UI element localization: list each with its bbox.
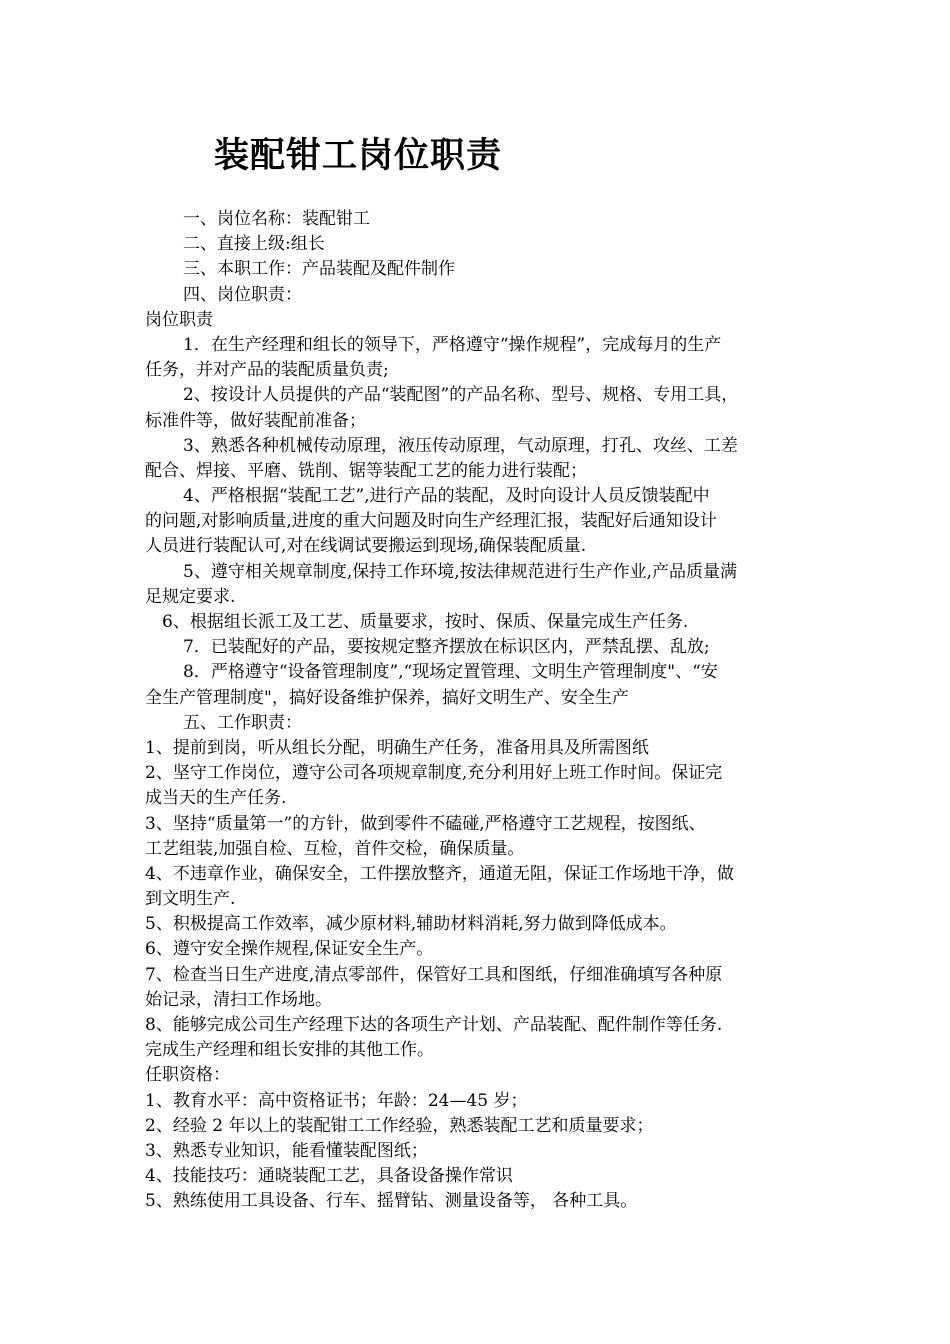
text-line: 全生产管理制度"，搞好设备维护保养，搞好文明生产、安全生产 bbox=[145, 687, 629, 708]
text-line: 任职资格： bbox=[145, 1065, 230, 1086]
text-line: 完成生产经理和组长安排的其他工作。 bbox=[145, 1040, 434, 1061]
text-line: 配合、焊接、平磨、铣削、锯等装配工艺的能力进行装配； bbox=[145, 460, 587, 481]
text-line: 二、直接上级:组长 bbox=[183, 234, 325, 255]
text-line: 5、熟练使用工具设备、行车、摇臂钻、测量设备等， 各种工具。 bbox=[145, 1191, 638, 1212]
text-line: 任务，并对产品的装配质量负责; bbox=[145, 360, 389, 381]
text-line: 3、熟悉专业知识，能看懂装配图纸； bbox=[145, 1140, 428, 1161]
text-line: 1、提前到岗，听从组长分配，明确生产任务，准备用具及所需图纸 bbox=[145, 737, 649, 758]
text-line: 2、按设计人员提供的产品“装配图”的产品名称、型号、规格、专用工具， bbox=[183, 385, 739, 406]
text-line: 工艺组装,加强自检、互检，首件交检，确保质量。 bbox=[145, 838, 525, 859]
text-line: 四、岗位职责： bbox=[183, 284, 302, 305]
text-line: 到文明生产. bbox=[145, 889, 236, 910]
text-line: 2、坚守工作岗位，遵守公司各项规章制度,充分利用好上班工作时间。保证完 bbox=[145, 763, 723, 784]
text-line: 2、经验 2 年以上的装配钳工工作经验，熟悉装配工艺和质量要求； bbox=[145, 1115, 654, 1136]
text-line: 人员进行装配认可,对在线调试要搬运到现场,确保装配质量. bbox=[145, 536, 587, 557]
text-line: 7．已装配好的产品，要按规定整齐摆放在标识区内，严禁乱摆、乱放; bbox=[183, 637, 710, 658]
text-line: 6、遵守安全操作规程,保证安全生产。 bbox=[145, 939, 434, 960]
text-line: 5、遵守相关规章制度,保持工作环境,按法律规范进行生产作业,产品质量满 bbox=[183, 561, 738, 582]
text-line: 足规定要求. bbox=[145, 586, 236, 607]
text-line: 4、严格根据“装配工艺”,进行产品的装配，及时向设计人员反馈装配中 bbox=[183, 486, 710, 507]
text-line: 岗位职责 bbox=[145, 309, 213, 330]
text-line: 5、积极提高工作效率，减少原材料,辅助材料消耗,努力做到降低成本。 bbox=[145, 914, 677, 935]
document-body bbox=[145, 207, 825, 1215]
text-line: 3、坚持“质量第一”的方针，做到零件不磕碰,严格遵守工艺规程，按图纸、 bbox=[145, 813, 706, 834]
text-line: 成当天的生产任务. bbox=[145, 788, 287, 809]
text-line: 标准件等，做好装配前准备； bbox=[145, 410, 366, 431]
text-line: 6、根据组长派工及工艺、质量要求，按时、保质、保量完成生产任务. bbox=[162, 612, 689, 632]
text-line: 五、工作职责： bbox=[183, 712, 302, 733]
text-line: 一、岗位名称：装配钳工 bbox=[183, 209, 370, 229]
text-line: 的问题,对影响质量,进度的重大问题及时向生产经理汇报，装配好后通知设计 bbox=[145, 511, 717, 532]
text-line: 1、教育水平：高中资格证书；年龄：24—45 岁； bbox=[145, 1090, 528, 1111]
text-line: 3、熟悉各种机械传动原理，液压传动原理，气动原理，打孔、攻丝、工差 bbox=[183, 435, 738, 456]
document-title: 装配钳工岗位职责 bbox=[214, 136, 503, 176]
text-line: 4、技能技巧：通晓装配工艺，具备设备操作常识 bbox=[145, 1166, 513, 1187]
text-line: 1．在生产经理和组长的领导下，严格遵守“操作规程”，完成每月的生产 bbox=[183, 334, 722, 355]
text-line: 始记录，清扫工作场地。 bbox=[145, 989, 332, 1010]
text-line: 8、能够完成公司生产经理下达的各项生产计划、产品装配、配件制作等任务. bbox=[145, 1015, 723, 1035]
text-line: 4、不违章作业，确保安全，工件摆放整齐，通道无阻，保证工作场地干净，做 bbox=[145, 863, 734, 884]
text-line: 7、检查当日生产进度,清点零部件，保管好工具和图纸，仔细准确填写各种原 bbox=[145, 964, 723, 985]
text-line: 三、本职工作：产品装配及配件制作 bbox=[183, 259, 455, 280]
text-line: 8．严格遵守“设备管理制度”,“现场定置管理、文明生产管理制度"、“安 bbox=[183, 662, 718, 683]
